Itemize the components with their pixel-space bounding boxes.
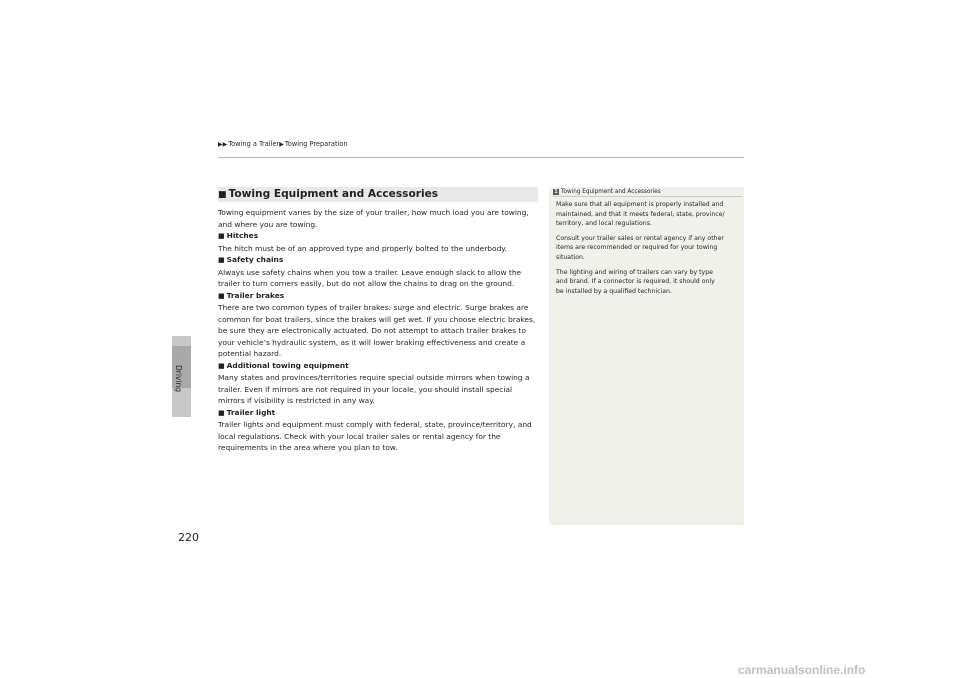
square-bullet-icon: ■ [218,190,227,200]
note-paragraph [556,268,742,297]
header-divider [218,157,744,158]
note-paragraph [556,234,742,263]
subsection-heading-hitches [218,230,540,243]
subsection-heading-text: Hitches [226,231,259,240]
note-line: be installed by a qualified technician. [556,287,672,295]
subsection-text: Trailer lights and equipment must comply with federal, state, province/territory, and [218,420,532,429]
breadcrumb-item-towing-preparation[interactable]: Towing Preparation [284,140,348,148]
note-line: The lighting and wiring of trailers can vary by type [556,268,713,276]
subsection-text: be sure they are electronically actuated. Do not attempt to attach trailer brakes to [218,326,526,335]
note-title[interactable] [553,188,742,196]
page-number: 220 [178,531,199,544]
note-line: situation. [556,253,585,261]
subsection-heading-trailer-brakes [218,290,540,303]
square-bullet-icon: ■ [218,408,225,417]
subsection-text: Many states and provinces/territories require special outside mirrors when towing a [218,373,530,382]
square-bullet-icon: ■ [218,232,225,240]
subsection-text: The hitch must be of an approved type and properly bolted to the underbody. [218,243,507,253]
subsection-text: trailer to turn corners easily, but do not allow the chains to drag on the ground. [218,279,515,288]
subsection-text: local regulations. Check with your local trailer sales or rental agency for the [218,431,501,441]
subsection-text: common for boat trailers, since the brakes will get wet. If you choose electric brakes, [218,314,536,324]
subsection-text: potential hazard. [218,349,282,358]
note-body [556,200,742,301]
subsection-heading-additional-towing-equipment [218,360,540,373]
subsection-heading-safety-chains [218,254,540,267]
note-line: territory, and local regulations. [556,220,652,228]
subsection-text: requirements in the area where you plan to tow. [218,443,398,452]
subsection-text: mirrors if visibility is restricted in any way. [218,396,375,405]
watermark: carmanualsonline.info [738,663,866,677]
section-heading [218,187,538,202]
note-number-badge: 1 [554,189,558,195]
breadcrumb [218,140,348,148]
note-line: and brand. If a connector is required, it should only [556,278,715,286]
note-line: Make sure that all equipment is properly installed and [556,201,724,208]
breadcrumb-item-towing-a-trailer[interactable]: Towing a Trailer [228,140,280,148]
note-paragraph [556,200,742,229]
square-bullet-icon: ■ [218,256,225,264]
subsection-heading-text: Additional towing equipment [226,360,349,370]
subsection-heading-text: Trailer brakes [226,290,285,300]
note-line: items are recommended or required for your towing [556,244,718,252]
subsection-text: Always use safety chains when you tow a trailer. Leave enough slack to allow the [218,267,522,277]
main-body [218,207,540,454]
note-title-text: Towing Equipment and Accessories [561,189,661,195]
side-section-label: Driving [174,365,183,392]
square-bullet-icon: ■ [218,361,225,370]
section-title: Towing Equipment and Accessories [228,188,439,200]
subsection-heading-text: Safety chains [226,255,284,264]
note-line: Consult your trailer sales or rental agency if any other [556,234,724,242]
square-bullet-icon: ■ [218,291,225,300]
subsection-heading-text: Trailer light [226,407,276,417]
breadcrumb-arrow-icon: ▶ [279,141,284,148]
subsection-text: There are two common types of trailer brakes: surge and electric. Surge brakes are [218,303,529,312]
subsection-text: trailer. Even if mirrors are not required in your locale, you should install special [218,384,513,394]
breadcrumb-arrow-icon: ▶▶ [218,141,228,148]
subsection-text: your vehicle’s hydraulic system, as it will lower braking effectiveness and create a [218,337,526,347]
note-divider [553,196,742,197]
subsection-heading-trailer-light [218,407,540,420]
note-line: maintained, and that it meets federal, state, province/ [556,210,725,218]
intro-paragraph: Towing equipment varies by the size of your trailer, how much load you are towing, and where you are towing. [218,208,529,229]
